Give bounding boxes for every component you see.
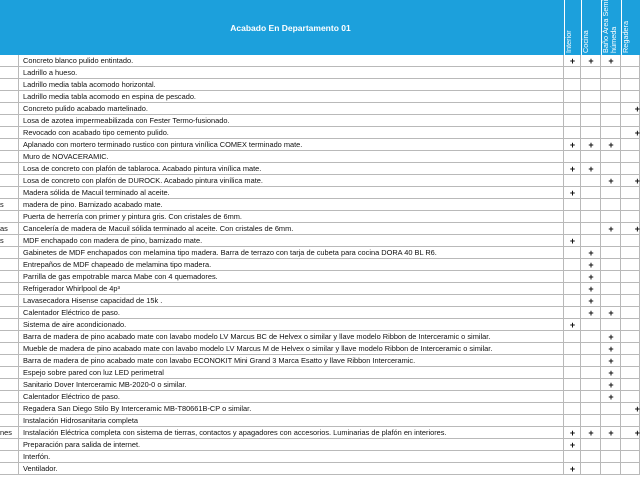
table-cell	[621, 319, 640, 331]
finish-description: Muro de NOVACERAMIC.	[23, 152, 109, 161]
table-cell	[621, 367, 640, 379]
table-cell	[564, 91, 581, 103]
table-cell	[621, 463, 640, 475]
table-cell	[0, 451, 19, 463]
table-cell	[601, 439, 621, 451]
table-cell	[621, 415, 640, 427]
finish-description: Revocado con acabado tipo cemento pulido.	[23, 128, 169, 137]
table-cell	[581, 319, 601, 331]
table-cell	[601, 463, 621, 475]
table-cell	[0, 391, 19, 403]
finish-description: Refrigerador Whirlpool de 4p³	[23, 284, 120, 293]
check-mark: +	[608, 428, 614, 438]
table-cell	[621, 391, 640, 403]
table-cell	[621, 331, 640, 343]
check-mark: +	[569, 140, 576, 150]
table-cell	[581, 415, 601, 427]
check-mark: +	[608, 356, 614, 366]
finish-description: Calentador Eléctrico de paso.	[23, 392, 120, 401]
table-row	[0, 403, 640, 415]
check-mark: +	[588, 308, 594, 318]
finish-description: Madera sólida de Macuil terminado al aceite.	[23, 188, 170, 197]
table-cell	[0, 187, 19, 199]
check-mark: +	[608, 56, 614, 66]
table-cell	[601, 199, 621, 211]
finish-description: Ladrillo media tabla acomodo horizontal.	[23, 80, 156, 89]
check-mark: +	[588, 284, 594, 294]
finish-description: Barra de madera de pino acabado mate con lavabo ECONOKIT Mini Grand 3 Marca Esatto y llave Ribbon Interceramic.	[23, 356, 416, 365]
table-cell	[621, 115, 640, 127]
table-cell	[564, 415, 581, 427]
finish-description: Concreto pulido acabado martelinado.	[23, 104, 148, 113]
finish-description: Entrepaños de MDF chapeado de melamina tipo madera.	[23, 260, 212, 269]
table-cell	[581, 127, 601, 139]
table-row	[0, 343, 640, 355]
check-mark: +	[634, 428, 640, 438]
table-cell	[0, 367, 19, 379]
table-cell	[0, 55, 19, 67]
table-cell	[581, 115, 601, 127]
table-cell	[601, 91, 621, 103]
table-cell	[621, 139, 640, 151]
table-row	[0, 223, 640, 235]
table-row	[0, 283, 640, 295]
table-cell	[601, 187, 621, 199]
column-label-interior: Interior	[564, 30, 573, 53]
table-cell	[581, 175, 601, 187]
finish-description: Regadera San Diego Stilo By Interceramic MB-T80661B-CP o similar.	[23, 404, 252, 413]
table-row	[0, 187, 640, 199]
table-cell	[601, 235, 621, 247]
finish-description: Ventilador.	[23, 464, 58, 473]
finish-description: Lavasecadora Hisense capacidad de 15k .	[23, 296, 163, 305]
table-row	[0, 367, 640, 379]
table-cell	[581, 79, 601, 91]
table-title: Acabado En Departamento 01	[230, 22, 351, 33]
table-cell	[564, 271, 581, 283]
table-cell	[0, 355, 19, 367]
table-cell	[0, 307, 19, 319]
table-cell	[581, 223, 601, 235]
table-cell	[0, 115, 19, 127]
finish-description: Parrilla de gas empotrable marca Mabe con 4 quemadores.	[23, 272, 218, 281]
check-mark: +	[569, 320, 576, 330]
finish-description: madera de pino. Barnizado acabado mate.	[23, 200, 163, 209]
finish-description: Calentador Eléctrico de paso.	[23, 308, 120, 317]
table-cell	[601, 115, 621, 127]
table-cell	[0, 91, 19, 103]
table-cell	[564, 295, 581, 307]
table-cell	[0, 379, 19, 391]
table-cell	[621, 295, 640, 307]
table-cell	[601, 67, 621, 79]
table-row	[0, 391, 640, 403]
table-cell	[581, 187, 601, 199]
table-cell	[0, 439, 19, 451]
table-cell	[19, 463, 564, 475]
table-cell	[621, 163, 640, 175]
check-mark: +	[588, 248, 594, 258]
table-cell	[564, 391, 581, 403]
finish-description: Losa de azotea impermeabilizada con Fester Termo-fusionado.	[23, 116, 230, 125]
table-row	[0, 67, 640, 79]
table-cell	[0, 79, 19, 91]
check-mark: +	[634, 176, 640, 186]
table-cell	[0, 319, 19, 331]
table-cell	[0, 175, 19, 187]
table-row	[0, 415, 640, 427]
table-cell	[581, 379, 601, 391]
table-row	[0, 331, 640, 343]
table-cell	[601, 295, 621, 307]
table-row	[0, 259, 640, 271]
table-cell	[564, 343, 581, 355]
check-mark: +	[569, 236, 576, 246]
table-cell	[601, 247, 621, 259]
table-cell	[564, 355, 581, 367]
table-row	[0, 175, 640, 187]
table-cell	[0, 127, 19, 139]
table-cell	[621, 439, 640, 451]
finish-description: Instalación Hidrosanitaria completa	[23, 416, 139, 425]
check-mark: +	[634, 404, 640, 414]
table-row	[0, 379, 640, 391]
table-row	[0, 319, 640, 331]
table-cell	[0, 163, 19, 175]
table-cell	[601, 163, 621, 175]
table-cell	[621, 235, 640, 247]
finish-description: Gabinetes de MDF enchapados con melamina tipo madera. Barra de terrazo con tarja de cubeta para cocina DORA 40 BL R6.	[23, 248, 437, 257]
table-row	[0, 79, 640, 91]
table-cell	[621, 451, 640, 463]
table-cell	[0, 139, 19, 151]
table-cell	[581, 211, 601, 223]
table-cell	[0, 343, 19, 355]
table-row	[0, 103, 640, 115]
finish-description: Interfón.	[23, 452, 51, 461]
table-cell	[601, 151, 621, 163]
table-row	[0, 163, 640, 175]
finish-description: Puerta de herrería con primer y pintura gris. Con cristales de 6mm.	[23, 212, 242, 221]
finish-description: Cancelería de madera de Macuil sólida terminado al aceite. Con cristales de 6mm.	[23, 224, 294, 233]
table-cell	[581, 403, 601, 415]
check-mark: +	[608, 344, 614, 354]
table-cell	[601, 79, 621, 91]
table-row	[0, 211, 640, 223]
table-cell	[0, 295, 19, 307]
category-label: as	[0, 224, 8, 233]
table-row	[0, 247, 640, 259]
table-cell	[564, 175, 581, 187]
finish-description: Ladrillo a hueso.	[23, 68, 78, 77]
table-cell	[581, 355, 601, 367]
check-mark: +	[588, 56, 594, 66]
table-cell	[601, 451, 621, 463]
table-cell	[621, 343, 640, 355]
check-mark: +	[634, 224, 640, 234]
table-cell	[0, 103, 19, 115]
table-cell	[601, 103, 621, 115]
finish-description: Instalación Eléctrica completa con sistema de tierras, contactos y apagadores con accesorios. Luminarias de plafón en interiores.	[23, 428, 447, 437]
check-mark: +	[569, 188, 576, 198]
column-label-cocina: Cocina	[581, 30, 590, 53]
table-row	[0, 127, 640, 139]
table-cell	[621, 271, 640, 283]
column-header-interior	[564, 0, 581, 55]
table-row	[0, 139, 640, 151]
table-cell	[0, 463, 19, 475]
table-row	[0, 199, 640, 211]
finish-description: Sanitario Dover Interceramic MB-2020-0 o similar.	[23, 380, 187, 389]
table-cell	[0, 403, 19, 415]
table-cell	[621, 355, 640, 367]
check-mark: +	[569, 164, 576, 174]
check-mark: +	[588, 140, 594, 150]
check-mark: +	[588, 296, 594, 306]
table-cell	[564, 307, 581, 319]
table-cell	[564, 115, 581, 127]
check-mark: +	[569, 428, 576, 438]
column-label-regadera: Regadera	[621, 20, 630, 53]
table-row	[0, 451, 640, 463]
table-cell	[581, 367, 601, 379]
table-cell	[0, 151, 19, 163]
table-cell	[581, 67, 601, 79]
finish-description: Mueble de madera de pino acabado mate con lavabo modelo LV Marcus M de Helvex o similar y llave modelo Ribbon de Interceramic o similar.	[23, 344, 493, 353]
check-mark: +	[608, 140, 614, 150]
finish-description: Espejo sobre pared con luz LED perimetral	[23, 368, 164, 377]
table-row	[0, 235, 640, 247]
table-cell	[564, 223, 581, 235]
table-cell	[621, 187, 640, 199]
table-row	[0, 151, 640, 163]
check-mark: +	[569, 440, 576, 450]
table-cell	[621, 307, 640, 319]
finish-description: Losa de concreto con plafón de tablaroca. Acabado pintura vinílica mate.	[23, 164, 262, 173]
table-cell	[564, 67, 581, 79]
table-cell	[564, 127, 581, 139]
finish-description: Concreto blanco pulido entintado.	[23, 56, 134, 65]
table-cell	[0, 211, 19, 223]
table-cell	[564, 367, 581, 379]
table-cell	[621, 91, 640, 103]
column-label-bano: Baño Área Semi húmeda	[601, 0, 618, 53]
table-cell	[581, 199, 601, 211]
table-cell	[601, 415, 621, 427]
table-cell	[19, 451, 564, 463]
table-cell	[0, 331, 19, 343]
table-cell	[621, 283, 640, 295]
check-mark: +	[608, 368, 614, 378]
table-cell	[581, 235, 601, 247]
check-mark: +	[608, 176, 614, 186]
finish-description: Losa de concreto con plafón de DUROCK. Acabado pintura vinílica mate.	[23, 176, 263, 185]
finish-description: Sistema de aire acondicionado.	[23, 320, 127, 329]
table-cell	[621, 259, 640, 271]
table-cell	[601, 259, 621, 271]
check-mark: +	[608, 224, 614, 234]
table-cell	[564, 331, 581, 343]
check-mark: +	[588, 428, 594, 438]
table-row	[0, 295, 640, 307]
table-cell	[581, 439, 601, 451]
check-mark: +	[588, 164, 594, 174]
table-cell	[581, 91, 601, 103]
table-cell	[621, 151, 640, 163]
table-cell	[581, 151, 601, 163]
table-cell	[564, 403, 581, 415]
table-cell	[601, 403, 621, 415]
column-header-regadera	[621, 0, 640, 55]
table-cell	[564, 103, 581, 115]
column-header-cocina	[581, 0, 601, 55]
table-cell	[621, 79, 640, 91]
table-cell	[0, 271, 19, 283]
table-row	[0, 91, 640, 103]
table-cell	[564, 199, 581, 211]
finish-description: Preparación para salida de internet.	[23, 440, 141, 449]
check-mark: +	[608, 308, 614, 318]
check-mark: +	[608, 392, 614, 402]
check-mark: +	[588, 272, 594, 282]
check-mark: +	[588, 260, 594, 270]
table-cell	[621, 211, 640, 223]
column-header-bano	[601, 0, 621, 55]
table-cell	[0, 415, 19, 427]
table-cell	[621, 55, 640, 67]
table-cell	[564, 151, 581, 163]
finish-description: MDF enchapado con madera de pino, barnizado mate.	[23, 236, 203, 245]
table-cell	[581, 103, 601, 115]
table-cell	[621, 247, 640, 259]
table-row	[0, 115, 640, 127]
table-cell	[581, 331, 601, 343]
table-cell	[601, 211, 621, 223]
table-cell	[601, 283, 621, 295]
table-cell	[0, 259, 19, 271]
table-cell	[601, 271, 621, 283]
category-label: nes	[0, 428, 12, 437]
table-cell	[581, 463, 601, 475]
finish-description: Barra de madera de pino acabado mate con lavabo modelo LV Marcus BC de Helvex o similar y llave modelo Ribbon de Interceramic o similar.	[23, 332, 491, 341]
finish-description: Ladrillo media tabla acomodo en espina de pescado.	[23, 92, 196, 101]
table-cell	[581, 451, 601, 463]
table-row	[0, 427, 640, 439]
category-label: s	[0, 200, 4, 209]
table-cell	[564, 379, 581, 391]
table-cell	[564, 247, 581, 259]
category-label: s	[0, 236, 4, 245]
table-cell	[581, 343, 601, 355]
check-mark: +	[569, 56, 576, 66]
table-cell	[581, 391, 601, 403]
table-cell	[601, 127, 621, 139]
table-cell	[0, 67, 19, 79]
table-cell	[19, 67, 564, 79]
table-cell	[601, 319, 621, 331]
table-row	[0, 307, 640, 319]
table-row	[0, 55, 640, 67]
check-mark: +	[608, 332, 614, 342]
table-cell	[564, 79, 581, 91]
table-row	[0, 439, 640, 451]
table-cell	[564, 451, 581, 463]
table-row	[0, 271, 640, 283]
table-cell	[564, 283, 581, 295]
table-cell	[621, 199, 640, 211]
table-cell	[621, 379, 640, 391]
finish-description: Aplanado con mortero terminado rustico con pintura vinílica COMEX terminado mate.	[23, 140, 303, 149]
table-cell	[564, 211, 581, 223]
table-cell	[621, 67, 640, 79]
table-row	[0, 463, 640, 475]
check-mark: +	[634, 128, 640, 138]
check-mark: +	[608, 380, 614, 390]
table-row	[0, 355, 640, 367]
check-mark: +	[634, 104, 640, 114]
table-cell	[564, 259, 581, 271]
table-cell	[0, 283, 19, 295]
table-cell	[0, 247, 19, 259]
check-mark: +	[569, 464, 576, 474]
